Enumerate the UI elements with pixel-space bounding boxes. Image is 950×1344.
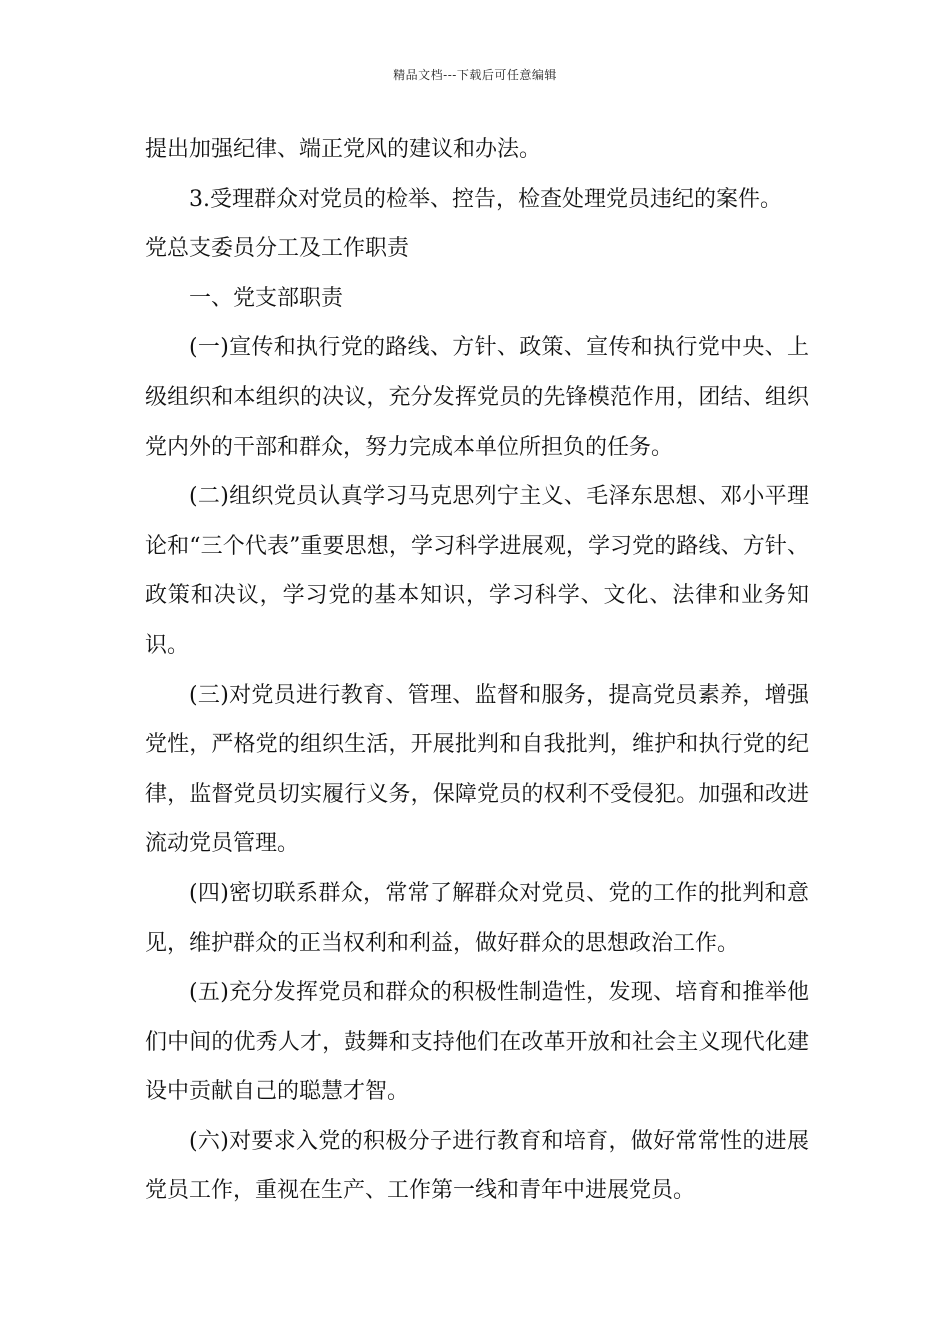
paragraph-2: 3.受理群众对党员的检举、控告，检查处理党员违纪的案件。 bbox=[189, 186, 782, 212]
paragraph-item-3: (三)对党员进行教育、管理、监督和服务，提高党员素养，增强党性，严格党的组织生活，开展批判和自我批判，维护和执行党的纪律，监督党员切实履行义务，保障党员的权利不受侵犯。加强和改进流动党员管理。 bbox=[145, 682, 809, 857]
page-header: 精品文档---下载后可任意编辑 bbox=[393, 68, 557, 82]
section-title: 党总支委员分工及工作职责 bbox=[145, 236, 410, 262]
paragraph-1: 提出加强纪律、端正党风的建议和办法。 bbox=[145, 137, 542, 162]
paragraph-item-4: (四)密切联系群众，常常了解群众对党员、党的工作的批判和意见，维护群众的正当权利和利益，做好群众的思想政治工作。 bbox=[145, 880, 809, 956]
subsection-heading: 一、党支部职责 bbox=[189, 285, 344, 311]
paragraph-item-2: (二)组织党员认真学习马克思列宁主义、毛泽东思想、邓小平理论和“三个代表”重要思想，学习科学进展观，学习党的路线、方针、政策和决议，学习党的基本知识，学习科学、文化、法律和业务知识。 bbox=[145, 484, 809, 658]
paragraph-item-6: (六)对要求入党的积极分子进行教育和培育，做好常常性的进展党员工作，重视在生产、工作第一线和青年中进展党员。 bbox=[145, 1128, 809, 1204]
paragraph-item-1: (一)宣传和执行党的路线、方针、政策、宣传和执行党中央、上级组织和本组织的决议，充分发挥党员的先锋模范作用，团结、组织党内外的干部和群众，努力完成本单位所担负的任务。 bbox=[145, 335, 809, 460]
paragraph-item-5: (五)充分发挥党员和群众的积极性制造性，发现、培育和推举他们中间的优秀人才，鼓舞和支持他们在改革开放和社会主义现代化建设中贡献自己的聪慧才智。 bbox=[145, 980, 809, 1105]
document-body bbox=[145, 125, 809, 1216]
